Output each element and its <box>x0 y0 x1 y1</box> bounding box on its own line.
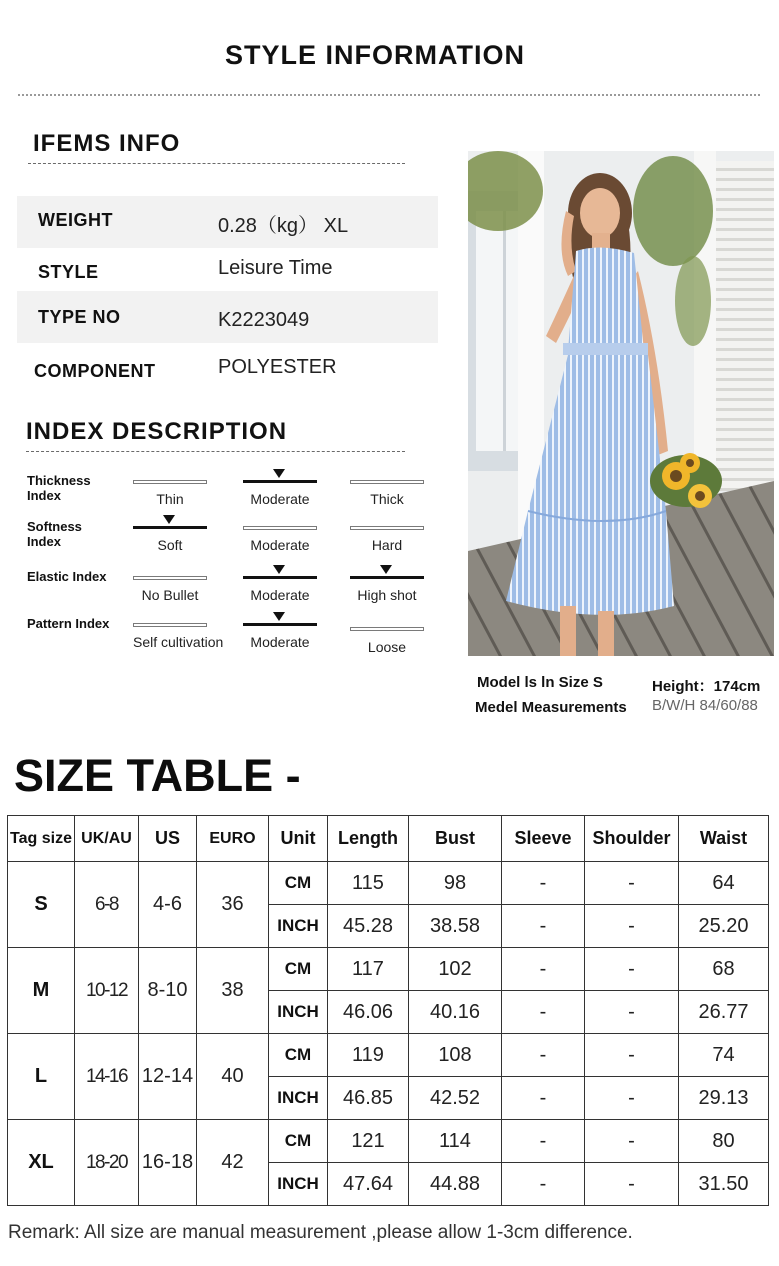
header-uk-au: UK/AU <box>75 816 139 862</box>
shoulder-cell: - <box>585 948 679 991</box>
shoulder-cell: - <box>585 1120 679 1163</box>
index-scale-bar <box>133 526 207 529</box>
size-table <box>7 815 769 1206</box>
bust-cell: 38.58 <box>409 905 502 948</box>
size-table-header <box>8 816 769 862</box>
unit-cell: INCH <box>269 991 328 1034</box>
length-cell: 121 <box>328 1120 409 1163</box>
bust-cell: 42.52 <box>409 1077 502 1120</box>
uk-au-cell: 14-16 <box>75 1034 139 1120</box>
waist-cell: 74 <box>679 1034 769 1077</box>
us-cell: 16-18 <box>139 1120 197 1206</box>
model-height: Height：174cm <box>652 678 761 695</box>
index-option-label: Loose <box>367 639 407 655</box>
index-scale-bar <box>243 623 317 626</box>
info-value: POLYESTER <box>218 356 337 378</box>
size-tag-cell: L <box>8 1034 75 1120</box>
index-label: Softness Index <box>27 519 82 549</box>
index-option-label: Thick <box>370 491 404 507</box>
waist-cell: 25.20 <box>679 905 769 948</box>
waist-cell: 80 <box>679 1120 769 1163</box>
sleeve-cell: - <box>502 1163 585 1206</box>
model-measurements-label: Medel Measurements <box>475 699 627 716</box>
length-cell: 115 <box>328 862 409 905</box>
waist-cell: 29.13 <box>679 1077 769 1120</box>
waist-cell: 31.50 <box>679 1163 769 1206</box>
index-scale-bar <box>350 526 424 530</box>
bust-cell: 108 <box>409 1034 502 1077</box>
index-description-divider <box>26 450 405 452</box>
index-scale-bar <box>133 480 207 484</box>
sleeve-cell: - <box>502 991 585 1034</box>
index-option-label: Hard <box>371 537 403 553</box>
index-option-label: Self cultivation <box>133 634 224 650</box>
shoulder-cell: - <box>585 1077 679 1120</box>
unit-cell: INCH <box>269 1163 328 1206</box>
euro-cell: 42 <box>197 1120 269 1206</box>
model-photo <box>468 151 774 656</box>
selected-marker-icon <box>273 612 285 621</box>
shoulder-cell: - <box>585 1034 679 1077</box>
header-length: Length <box>328 816 409 862</box>
info-value: 0.28（kg） XL <box>218 215 349 237</box>
sleeve-cell: - <box>502 862 585 905</box>
selected-marker-icon <box>273 565 285 574</box>
info-row-component <box>17 345 438 397</box>
length-cell: 45.28 <box>328 905 409 948</box>
info-key: TYPE NO <box>38 307 121 327</box>
uk-au-cell: 18-20 <box>75 1120 139 1206</box>
model-size-label: Model ls ln Size S <box>477 674 603 691</box>
sleeve-cell: - <box>502 905 585 948</box>
shoulder-cell: - <box>585 862 679 905</box>
bust-cell: 102 <box>409 948 502 991</box>
size-table-row <box>8 948 769 991</box>
length-cell: 119 <box>328 1034 409 1077</box>
size-tag-cell: XL <box>8 1120 75 1206</box>
index-scale-bar <box>350 627 424 631</box>
unit-cell: INCH <box>269 1077 328 1120</box>
header-euro: EURO <box>197 816 269 862</box>
size-table-title: SIZE TABLE - <box>14 750 301 801</box>
index-scale-bar <box>133 576 207 580</box>
waist-cell: 68 <box>679 948 769 991</box>
sleeve-cell: - <box>502 1120 585 1163</box>
index-option-label: Moderate <box>250 537 310 553</box>
selected-marker-icon <box>380 565 392 574</box>
size-table-row <box>8 1120 769 1163</box>
uk-au-cell: 10-12 <box>75 948 139 1034</box>
index-option-label: High shot <box>357 587 417 603</box>
us-cell: 12-14 <box>139 1034 197 1120</box>
index-label: Thickness Index <box>27 473 91 503</box>
info-value: K2223049 <box>218 309 310 331</box>
info-key: WEIGHT <box>38 210 113 230</box>
unit-cell: CM <box>269 948 328 991</box>
header-unit: Unit <box>269 816 328 862</box>
index-option-label: Moderate <box>250 491 310 507</box>
length-cell: 47.64 <box>328 1163 409 1206</box>
us-cell: 4-6 <box>139 862 197 948</box>
shoulder-cell: - <box>585 905 679 948</box>
bust-cell: 114 <box>409 1120 502 1163</box>
us-cell: 8-10 <box>139 948 197 1034</box>
header-shoulder: Shoulder <box>585 816 679 862</box>
sleeve-cell: - <box>502 1077 585 1120</box>
header-us: US <box>139 816 197 862</box>
info-key: STYLE <box>38 262 99 282</box>
bust-cell: 98 <box>409 862 502 905</box>
index-description-title: INDEX DESCRIPTION <box>26 418 288 445</box>
unit-cell: CM <box>269 1120 328 1163</box>
length-cell: 46.85 <box>328 1077 409 1120</box>
selected-marker-icon <box>273 469 285 478</box>
index-scale-bar <box>133 623 207 627</box>
bust-cell: 40.16 <box>409 991 502 1034</box>
waist-cell: 64 <box>679 862 769 905</box>
index-option-label: Thin <box>156 491 184 507</box>
index-option-label: Moderate <box>250 634 310 650</box>
index-scale-bar <box>350 480 424 484</box>
info-row-type-no <box>17 291 438 343</box>
shoulder-cell: - <box>585 991 679 1034</box>
size-table-row <box>8 862 769 905</box>
index-scale-bar <box>243 480 317 483</box>
size-table-row <box>8 1034 769 1077</box>
page-title: STYLE INFORMATION <box>225 40 525 70</box>
items-info-title: IFEMS INFO <box>33 130 181 157</box>
euro-cell: 38 <box>197 948 269 1034</box>
info-row-weight <box>17 196 438 248</box>
size-tag-cell: M <box>8 948 75 1034</box>
model-dress-image <box>468 151 774 656</box>
header-waist: Waist <box>679 816 769 862</box>
shoulder-cell: - <box>585 1163 679 1206</box>
uk-au-cell: 6-8 <box>75 862 139 948</box>
index-scale-bar <box>243 526 317 530</box>
sleeve-cell: - <box>502 1034 585 1077</box>
length-cell: 46.06 <box>328 991 409 1034</box>
remark-note: Remark: All size are manual measurement ,please allow 1-3cm difference. <box>8 1222 633 1243</box>
index-scale-bar <box>350 576 424 579</box>
euro-cell: 36 <box>197 862 269 948</box>
bust-cell: 44.88 <box>409 1163 502 1206</box>
index-scale-bar <box>243 576 317 579</box>
unit-cell: INCH <box>269 905 328 948</box>
info-key: COMPONENT <box>34 361 156 381</box>
index-option-label: Moderate <box>250 587 310 603</box>
header-bust: Bust <box>409 816 502 862</box>
unit-cell: CM <box>269 1034 328 1077</box>
header-sleeve: Sleeve <box>502 816 585 862</box>
index-option-label: Soft <box>157 537 183 553</box>
items-info-divider <box>28 162 405 164</box>
index-option-label: No Bullet <box>141 587 199 603</box>
selected-marker-icon <box>163 515 175 524</box>
model-bwh: B/W/H 84/60/88 <box>652 697 758 714</box>
waist-cell: 26.77 <box>679 991 769 1034</box>
info-value: Leisure Time <box>218 257 333 279</box>
header-divider <box>18 92 760 96</box>
length-cell: 117 <box>328 948 409 991</box>
unit-cell: CM <box>269 862 328 905</box>
index-label: Pattern Index <box>27 616 110 631</box>
sleeve-cell: - <box>502 948 585 991</box>
size-tag-cell: S <box>8 862 75 948</box>
header-tag-size: Tag size <box>8 816 75 862</box>
index-label: Elastic Index <box>27 569 107 584</box>
euro-cell: 40 <box>197 1034 269 1120</box>
